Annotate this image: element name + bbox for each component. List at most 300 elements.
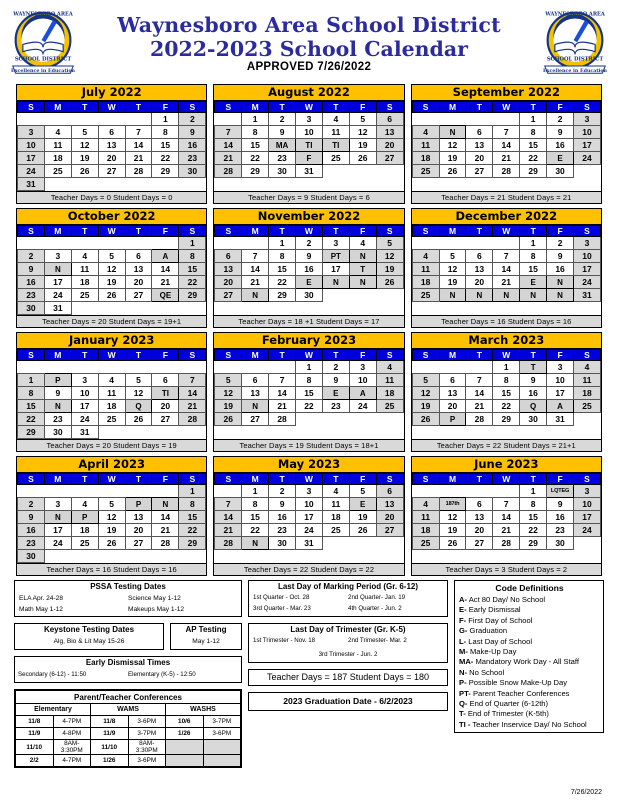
day-cell[interactable]: 27 <box>242 413 269 426</box>
day-cell[interactable]: 14 <box>179 387 206 400</box>
day-cell[interactable]: 16 <box>18 524 45 537</box>
day-cell[interactable]: 6 <box>376 485 403 498</box>
day-cell[interactable]: 1 <box>296 361 323 374</box>
day-cell[interactable]: 15 <box>269 263 296 276</box>
day-cell[interactable]: 8 <box>493 374 520 387</box>
day-cell[interactable]: 10 <box>574 250 601 263</box>
day-cell[interactable]: 13 <box>98 139 125 152</box>
day-cell[interactable]: 5 <box>125 374 152 387</box>
day-cell[interactable]: 19 <box>376 263 403 276</box>
day-cell-code[interactable]: TI <box>296 139 323 152</box>
day-cell[interactable]: 7 <box>125 126 152 139</box>
day-cell[interactable]: 28 <box>493 537 520 550</box>
day-cell[interactable]: 27 <box>125 289 152 302</box>
day-cell-code[interactable]: P <box>125 498 152 511</box>
day-cell[interactable]: 5 <box>349 113 376 126</box>
day-cell[interactable]: 24 <box>44 289 71 302</box>
day-cell[interactable]: 14 <box>215 139 242 152</box>
day-cell-code[interactable]: N <box>44 263 71 276</box>
day-cell[interactable]: 11 <box>412 511 439 524</box>
day-cell[interactable]: 4 <box>98 374 125 387</box>
day-cell[interactable]: 28 <box>125 165 152 178</box>
day-cell[interactable]: 20 <box>215 276 242 289</box>
day-cell[interactable]: 2 <box>269 113 296 126</box>
day-cell[interactable]: 20 <box>439 400 466 413</box>
day-cell[interactable]: 6 <box>242 374 269 387</box>
day-cell[interactable]: 5 <box>349 485 376 498</box>
day-cell[interactable]: 3 <box>71 374 98 387</box>
day-cell[interactable]: 26 <box>98 289 125 302</box>
day-cell[interactable]: 22 <box>179 276 206 289</box>
day-cell[interactable]: 9 <box>520 374 547 387</box>
day-cell-code[interactable]: LQTEG <box>547 485 574 498</box>
day-cell[interactable]: 19 <box>349 511 376 524</box>
day-cell[interactable]: 26 <box>439 537 466 550</box>
day-cell[interactable]: 12 <box>71 139 98 152</box>
day-cell[interactable]: 12 <box>412 387 439 400</box>
day-cell[interactable]: 27 <box>466 165 493 178</box>
day-cell[interactable]: 13 <box>242 387 269 400</box>
day-cell[interactable]: 9 <box>179 126 206 139</box>
day-cell[interactable]: 24 <box>296 524 323 537</box>
day-cell[interactable]: 2 <box>18 250 45 263</box>
day-cell[interactable]: 21 <box>493 152 520 165</box>
day-cell[interactable]: 25 <box>322 152 349 165</box>
day-cell[interactable]: 13 <box>466 263 493 276</box>
day-cell[interactable]: 21 <box>215 524 242 537</box>
day-cell[interactable]: 23 <box>179 152 206 165</box>
day-cell[interactable]: 12 <box>439 139 466 152</box>
day-cell[interactable]: 17 <box>44 524 71 537</box>
day-cell[interactable]: 3 <box>574 113 601 126</box>
day-cell[interactable]: 13 <box>376 126 403 139</box>
day-cell[interactable]: 10 <box>574 126 601 139</box>
day-cell[interactable]: 30 <box>44 426 71 439</box>
day-cell[interactable]: 14 <box>466 387 493 400</box>
day-cell[interactable]: 7 <box>493 250 520 263</box>
day-cell[interactable]: 15 <box>179 263 206 276</box>
day-cell[interactable]: 29 <box>179 537 206 550</box>
day-cell-code[interactable]: N <box>349 250 376 263</box>
day-cell[interactable]: 2 <box>18 498 45 511</box>
day-cell[interactable]: 29 <box>493 413 520 426</box>
day-cell-code[interactable]: E <box>349 498 376 511</box>
day-cell-code[interactable]: T <box>349 263 376 276</box>
day-cell[interactable]: 3 <box>349 361 376 374</box>
day-cell-code[interactable]: E <box>322 387 349 400</box>
day-cell[interactable]: 7 <box>179 374 206 387</box>
day-cell-code[interactable]: N <box>466 289 493 302</box>
day-cell-code[interactable]: E <box>520 276 547 289</box>
day-cell[interactable]: 4 <box>412 250 439 263</box>
day-cell[interactable]: 20 <box>125 524 152 537</box>
day-cell[interactable]: 21 <box>269 400 296 413</box>
day-cell[interactable]: 6 <box>215 250 242 263</box>
day-cell[interactable]: 7 <box>269 374 296 387</box>
day-cell[interactable]: 8 <box>179 498 206 511</box>
day-cell-code[interactable]: N <box>547 289 574 302</box>
day-cell[interactable]: 19 <box>349 139 376 152</box>
day-cell[interactable]: 30 <box>547 537 574 550</box>
day-cell[interactable]: 6 <box>152 374 179 387</box>
day-cell[interactable]: 1 <box>493 361 520 374</box>
day-cell[interactable]: 20 <box>376 139 403 152</box>
day-cell-code[interactable]: A <box>349 387 376 400</box>
day-cell[interactable]: 6 <box>466 250 493 263</box>
day-cell-code[interactable]: N <box>493 289 520 302</box>
day-cell[interactable]: 1 <box>152 113 179 126</box>
day-cell-code[interactable]: N <box>349 276 376 289</box>
day-cell[interactable]: 11 <box>71 263 98 276</box>
day-cell[interactable]: 20 <box>466 276 493 289</box>
day-cell[interactable]: 3 <box>322 237 349 250</box>
day-cell[interactable]: 8 <box>520 498 547 511</box>
day-cell[interactable]: 24 <box>349 400 376 413</box>
day-cell[interactable]: 15 <box>152 139 179 152</box>
day-cell[interactable]: 26 <box>439 165 466 178</box>
day-cell-code[interactable]: N <box>439 126 466 139</box>
day-cell[interactable]: 15 <box>493 387 520 400</box>
day-cell[interactable]: 15 <box>520 263 547 276</box>
day-cell[interactable]: 6 <box>466 126 493 139</box>
day-cell[interactable]: 7 <box>493 498 520 511</box>
day-cell[interactable]: 18 <box>44 152 71 165</box>
day-cell[interactable]: 13 <box>376 498 403 511</box>
day-cell-code[interactable]: A <box>547 400 574 413</box>
day-cell[interactable]: 21 <box>152 276 179 289</box>
day-cell[interactable]: 28 <box>152 537 179 550</box>
day-cell[interactable]: 25 <box>71 537 98 550</box>
day-cell[interactable]: 19 <box>98 524 125 537</box>
day-cell[interactable]: 24 <box>574 152 601 165</box>
day-cell[interactable]: 31 <box>44 302 71 315</box>
day-cell[interactable]: 3 <box>574 237 601 250</box>
day-cell[interactable]: 20 <box>376 511 403 524</box>
day-cell[interactable]: 17 <box>574 139 601 152</box>
day-cell-code[interactable]: A <box>152 250 179 263</box>
day-cell[interactable]: 11 <box>574 374 601 387</box>
day-cell[interactable]: 24 <box>18 165 45 178</box>
day-cell[interactable]: 15 <box>520 511 547 524</box>
day-cell[interactable]: 28 <box>179 413 206 426</box>
day-cell[interactable]: 4 <box>376 361 403 374</box>
day-cell[interactable]: 9 <box>296 250 323 263</box>
day-cell[interactable]: 7 <box>242 250 269 263</box>
day-cell[interactable]: 16 <box>547 139 574 152</box>
day-cell[interactable]: 16 <box>18 276 45 289</box>
day-cell[interactable]: 11 <box>412 139 439 152</box>
day-cell[interactable]: 21 <box>215 152 242 165</box>
day-cell[interactable]: 25 <box>412 537 439 550</box>
day-cell[interactable]: 20 <box>466 152 493 165</box>
day-cell[interactable]: 26 <box>349 152 376 165</box>
day-cell[interactable]: 18 <box>322 511 349 524</box>
day-cell[interactable]: 26 <box>215 413 242 426</box>
day-cell[interactable]: 30 <box>269 165 296 178</box>
day-cell-code[interactable]: TI <box>322 139 349 152</box>
day-cell[interactable]: 22 <box>520 524 547 537</box>
day-cell[interactable]: 22 <box>242 152 269 165</box>
day-cell[interactable]: 12 <box>125 387 152 400</box>
day-cell[interactable]: 1 <box>179 237 206 250</box>
day-cell[interactable]: 8 <box>179 250 206 263</box>
day-cell-code[interactable]: P <box>44 374 71 387</box>
day-cell[interactable]: 10 <box>349 374 376 387</box>
day-cell[interactable]: 31 <box>574 289 601 302</box>
day-cell[interactable]: 31 <box>547 413 574 426</box>
day-cell[interactable]: 13 <box>439 387 466 400</box>
day-cell[interactable]: 11 <box>412 263 439 276</box>
day-cell[interactable]: 28 <box>215 537 242 550</box>
day-cell[interactable]: 28 <box>466 413 493 426</box>
day-cell[interactable]: 23 <box>322 400 349 413</box>
day-cell[interactable]: 1 <box>242 485 269 498</box>
day-cell[interactable]: 25 <box>98 413 125 426</box>
day-cell[interactable]: 1 <box>520 485 547 498</box>
day-cell[interactable]: 16 <box>296 263 323 276</box>
day-cell-code[interactable]: N <box>322 276 349 289</box>
day-cell[interactable]: 24 <box>574 276 601 289</box>
day-cell-code[interactable]: N <box>44 400 71 413</box>
day-cell[interactable]: 16 <box>269 511 296 524</box>
day-cell-code[interactable]: P <box>71 511 98 524</box>
day-cell[interactable]: 17 <box>547 387 574 400</box>
day-cell[interactable]: 27 <box>215 289 242 302</box>
day-cell[interactable]: 4 <box>322 485 349 498</box>
day-cell[interactable]: 17 <box>71 400 98 413</box>
day-cell-code[interactable]: P <box>439 413 466 426</box>
day-cell[interactable]: 22 <box>520 152 547 165</box>
day-cell[interactable]: 9 <box>269 126 296 139</box>
day-cell[interactable]: 4 <box>349 237 376 250</box>
day-cell[interactable]: 31 <box>18 178 45 191</box>
day-cell[interactable]: 5 <box>412 374 439 387</box>
day-cell[interactable]: 11 <box>322 126 349 139</box>
day-cell[interactable]: 9 <box>18 263 45 276</box>
day-cell[interactable]: 15 <box>242 139 269 152</box>
day-cell[interactable]: 8 <box>18 387 45 400</box>
day-cell[interactable]: 7 <box>215 126 242 139</box>
day-cell[interactable]: 20 <box>152 400 179 413</box>
day-cell[interactable]: 25 <box>412 289 439 302</box>
day-cell[interactable]: 10 <box>296 126 323 139</box>
day-cell-code[interactable]: T <box>520 361 547 374</box>
day-cell[interactable]: 20 <box>466 524 493 537</box>
day-cell[interactable]: 17 <box>44 276 71 289</box>
day-cell[interactable]: 21 <box>179 400 206 413</box>
day-cell-code[interactable]: N <box>520 289 547 302</box>
day-cell[interactable]: 18 <box>412 276 439 289</box>
day-cell[interactable]: 3 <box>44 498 71 511</box>
day-cell[interactable]: 3 <box>296 485 323 498</box>
day-cell[interactable]: 3 <box>296 113 323 126</box>
day-cell[interactable]: 8 <box>296 374 323 387</box>
day-cell[interactable]: 26 <box>71 165 98 178</box>
day-cell[interactable]: 5 <box>215 374 242 387</box>
day-cell-code[interactable]: N <box>152 498 179 511</box>
day-cell[interactable]: 31 <box>71 426 98 439</box>
day-cell[interactable]: 7 <box>466 374 493 387</box>
day-cell-code[interactable]: PT <box>322 250 349 263</box>
day-cell[interactable]: 26 <box>349 524 376 537</box>
day-cell[interactable]: 21 <box>242 276 269 289</box>
day-cell[interactable]: 19 <box>71 152 98 165</box>
day-cell[interactable]: 19 <box>98 276 125 289</box>
day-cell-code[interactable]: N <box>242 400 269 413</box>
day-cell[interactable]: 14 <box>242 263 269 276</box>
day-cell[interactable]: 10 <box>574 498 601 511</box>
day-cell[interactable]: 27 <box>376 524 403 537</box>
day-cell[interactable]: 9 <box>44 387 71 400</box>
day-cell[interactable]: 31 <box>296 165 323 178</box>
day-cell-code[interactable]: F <box>296 152 323 165</box>
day-cell[interactable]: 26 <box>125 413 152 426</box>
day-cell-code[interactable]: N <box>242 289 269 302</box>
day-cell[interactable]: 22 <box>179 524 206 537</box>
day-cell[interactable]: 13 <box>466 511 493 524</box>
day-cell[interactable]: 30 <box>179 165 206 178</box>
day-cell[interactable]: 1 <box>18 374 45 387</box>
day-cell[interactable]: 5 <box>376 237 403 250</box>
day-cell-code[interactable]: N <box>547 276 574 289</box>
day-cell[interactable]: 21 <box>125 152 152 165</box>
day-cell[interactable]: 17 <box>18 152 45 165</box>
day-cell[interactable]: 17 <box>322 263 349 276</box>
day-cell[interactable]: 2 <box>179 113 206 126</box>
day-cell[interactable]: 4 <box>71 498 98 511</box>
day-cell[interactable]: 1 <box>520 113 547 126</box>
day-cell[interactable]: 12 <box>98 511 125 524</box>
day-cell[interactable]: 26 <box>98 537 125 550</box>
day-cell[interactable]: 1 <box>242 113 269 126</box>
day-cell[interactable]: 15 <box>179 511 206 524</box>
day-cell[interactable]: 25 <box>71 289 98 302</box>
day-cell[interactable]: 12 <box>215 387 242 400</box>
day-cell[interactable]: 15 <box>520 139 547 152</box>
day-cell[interactable]: 17 <box>574 263 601 276</box>
day-cell[interactable]: 12 <box>376 250 403 263</box>
day-cell[interactable]: 21 <box>152 524 179 537</box>
day-cell[interactable]: 3 <box>547 361 574 374</box>
day-cell[interactable]: 11 <box>322 498 349 511</box>
day-cell[interactable]: 10 <box>18 139 45 152</box>
day-cell[interactable]: 1 <box>269 237 296 250</box>
day-cell[interactable]: 4 <box>412 126 439 139</box>
day-cell[interactable]: 25 <box>574 400 601 413</box>
day-cell-code[interactable]: Q <box>125 400 152 413</box>
day-cell[interactable]: 23 <box>547 524 574 537</box>
day-cell[interactable]: 16 <box>520 387 547 400</box>
day-cell[interactable]: 6 <box>125 250 152 263</box>
day-cell[interactable]: 25 <box>44 165 71 178</box>
day-cell[interactable]: 6 <box>466 498 493 511</box>
day-cell[interactable]: 3 <box>18 126 45 139</box>
day-cell[interactable]: 18 <box>376 387 403 400</box>
day-cell[interactable]: 28 <box>215 165 242 178</box>
day-cell[interactable]: 9 <box>547 250 574 263</box>
day-cell[interactable]: 4 <box>44 126 71 139</box>
day-cell-code[interactable]: N <box>242 537 269 550</box>
day-cell[interactable]: 16 <box>179 139 206 152</box>
day-cell[interactable]: 19 <box>439 152 466 165</box>
day-cell[interactable]: 16 <box>547 263 574 276</box>
day-cell[interactable]: 22 <box>152 152 179 165</box>
day-cell[interactable]: 29 <box>269 289 296 302</box>
day-cell[interactable]: 5 <box>439 250 466 263</box>
day-cell[interactable]: 5 <box>71 126 98 139</box>
day-cell-code[interactable]: E <box>296 276 323 289</box>
day-cell[interactable]: 1 <box>179 485 206 498</box>
day-cell[interactable]: 9 <box>269 498 296 511</box>
day-cell[interactable]: 31 <box>296 537 323 550</box>
day-cell[interactable]: 29 <box>152 165 179 178</box>
day-cell[interactable]: 7 <box>215 498 242 511</box>
day-cell[interactable]: 20 <box>98 152 125 165</box>
day-cell[interactable]: 22 <box>296 400 323 413</box>
day-cell[interactable]: 10 <box>547 374 574 387</box>
day-cell[interactable]: 22 <box>493 400 520 413</box>
day-cell-code[interactable]: 187th <box>439 498 466 511</box>
day-cell[interactable]: 27 <box>466 537 493 550</box>
day-cell[interactable]: 11 <box>376 374 403 387</box>
day-cell[interactable]: 30 <box>18 550 45 563</box>
day-cell[interactable]: 24 <box>44 537 71 550</box>
day-cell[interactable]: 19 <box>439 276 466 289</box>
day-cell-code[interactable]: Q <box>520 400 547 413</box>
day-cell-code[interactable]: N <box>44 511 71 524</box>
day-cell[interactable]: 27 <box>376 152 403 165</box>
day-cell[interactable]: 29 <box>179 289 206 302</box>
day-cell[interactable]: 23 <box>269 152 296 165</box>
day-cell-code[interactable]: QE <box>152 289 179 302</box>
day-cell-code[interactable]: E <box>547 152 574 165</box>
day-cell[interactable]: 29 <box>242 165 269 178</box>
day-cell[interactable]: 29 <box>520 537 547 550</box>
day-cell[interactable]: 2 <box>322 361 349 374</box>
day-cell[interactable]: 27 <box>98 165 125 178</box>
day-cell[interactable]: 14 <box>152 263 179 276</box>
day-cell[interactable]: 14 <box>269 387 296 400</box>
day-cell[interactable]: 10 <box>71 387 98 400</box>
day-cell[interactable]: 24 <box>71 413 98 426</box>
day-cell[interactable]: 19 <box>439 524 466 537</box>
day-cell[interactable]: 12 <box>98 263 125 276</box>
day-cell[interactable]: 30 <box>520 413 547 426</box>
day-cell[interactable]: 24 <box>574 524 601 537</box>
day-cell[interactable]: 21 <box>493 276 520 289</box>
day-cell[interactable]: 2 <box>296 237 323 250</box>
day-cell[interactable]: 30 <box>269 537 296 550</box>
day-cell[interactable]: 20 <box>125 276 152 289</box>
day-cell[interactable]: 14 <box>215 511 242 524</box>
day-cell[interactable]: 18 <box>412 152 439 165</box>
day-cell[interactable]: 13 <box>125 263 152 276</box>
day-cell[interactable]: 5 <box>98 250 125 263</box>
day-cell[interactable]: 26 <box>412 413 439 426</box>
day-cell[interactable]: 11 <box>44 139 71 152</box>
day-cell[interactable]: 19 <box>215 400 242 413</box>
day-cell[interactable]: 2 <box>269 485 296 498</box>
day-cell[interactable]: 1 <box>520 237 547 250</box>
day-cell[interactable]: 14 <box>493 139 520 152</box>
day-cell[interactable]: 23 <box>269 524 296 537</box>
day-cell[interactable]: 18 <box>98 400 125 413</box>
day-cell[interactable]: 30 <box>18 302 45 315</box>
day-cell[interactable]: 15 <box>242 511 269 524</box>
day-cell[interactable]: 23 <box>18 289 45 302</box>
day-cell[interactable]: 14 <box>493 263 520 276</box>
day-cell[interactable]: 8 <box>242 126 269 139</box>
